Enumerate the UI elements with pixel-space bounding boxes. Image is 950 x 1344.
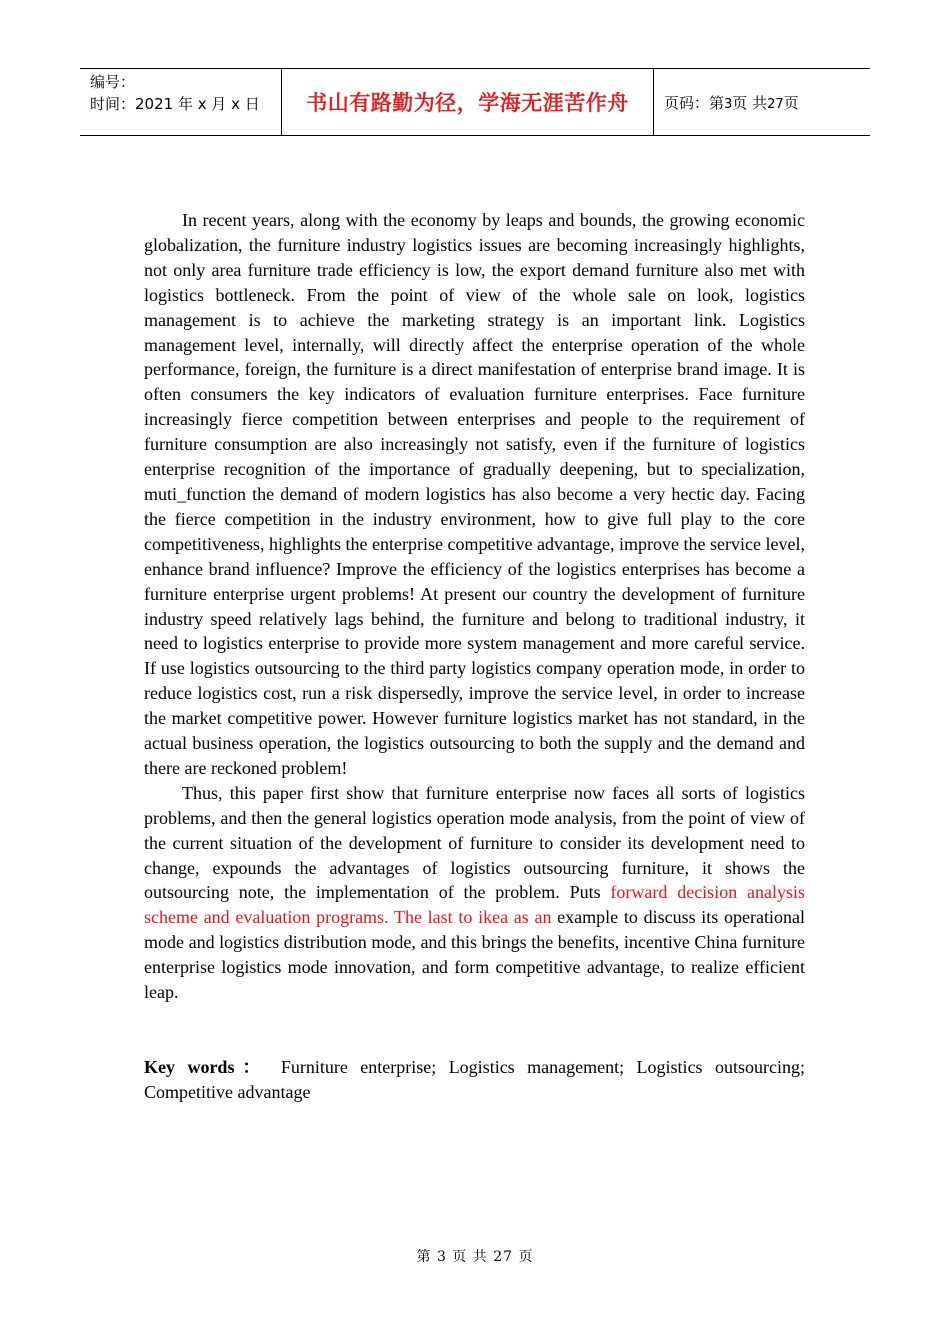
motto-text: 书山有路勤为径，学海无涯苦作舟	[306, 91, 629, 115]
page-footer: 第 3 页 共 27 页	[416, 1249, 534, 1265]
page-total: 27	[767, 96, 784, 112]
paragraph-2-text-a: Thus, this paper first show that furniture enterprise now faces all sorts of logistics problems, and then the general logistics operation mode analysis, from the point of view of the current situation of the development of furniture to consider its development need to change, expounds the advantages of logistics outsourcing furniture, it shows the outsourcing note, the implementation of the problem. Puts	[144, 782, 805, 903]
abstract-body	[144, 208, 805, 1005]
keywords-text: Furniture enterprise; Logistics management; Logistics outsourcing; Competitive advantage	[144, 1057, 806, 1102]
page-mid: 页 共	[732, 93, 768, 112]
page-current: 3	[724, 96, 733, 112]
page-indicator	[664, 92, 870, 113]
header-meta-cell	[80, 69, 281, 135]
page-prefix: 页码：第	[664, 93, 725, 112]
keywords-section	[144, 1055, 805, 1105]
serial-number-label: 编号：	[90, 73, 136, 91]
abstract-paragraph-2	[144, 781, 805, 1005]
header-motto-cell	[281, 69, 654, 135]
header-page-cell	[654, 69, 870, 135]
keywords-label: Key words：	[144, 1057, 269, 1077]
page-suffix: 页	[783, 93, 799, 112]
date-line: 时间：2021 年 x 月 x 日	[90, 95, 260, 113]
document-header	[80, 68, 870, 136]
paragraph-2-highlight: forward decision analysis scheme and evaluation programs. The last to ikea as an	[144, 882, 805, 928]
paragraph-2-text-b: example to discuss its operational mode and logistics distribution mode, and this brings the benefits, incentive China furniture enterprise logistics mode innovation, and form competitive advantage, to realize efficient leap.	[144, 907, 805, 1003]
abstract-paragraph-1: In recent years, along with the economy by leaps and bounds, the growing economic globalization, the furniture industry logistics issues are becoming increasingly highlights, not only area furniture trade efficiency is low, the export demand furniture also met with logistics bottleneck. From the point of view of the whole sale on look, logistics management is to achieve the marketing strategy is an important link. Logistics management level, internally, will directly affect the enterprise operation of the whole performance, foreign, the furniture is a direct manifestation of enterprise brand image. It is often consumers the key indicators of evaluation furniture enterprises. Face furniture increasingly fierce competition between enterprises and people to the requirement of furniture consumption are also increasingly not satisfy, even if the furniture of logistics enterprise recognition of the importance of gradually deepening, but to specialization, muti_function the demand of modern logistics has also become a very hectic day. Facing the fierce competition in the industry environment, how to give full play to the core competitiveness, highlights the enterprise competitive advantage, improve the service level, enhance brand influence? Improve the efficiency of the logistics enterprises has become a furniture enterprise urgent problems! At present our country the development of furniture industry speed relatively lags behind, the furniture and belong to traditional industry, it need to logistics enterprise to provide more system management and more careful service. If use logistics outsourcing to the third party logistics company operation mode, in order to reduce logistics cost, run a risk dispersedly, improve the service level, in order to increase the market competitive power. However furniture logistics market has not standard, in the actual business operation, the logistics outsourcing to both the supply and the demand and there are reckoned problem!	[144, 210, 805, 778]
